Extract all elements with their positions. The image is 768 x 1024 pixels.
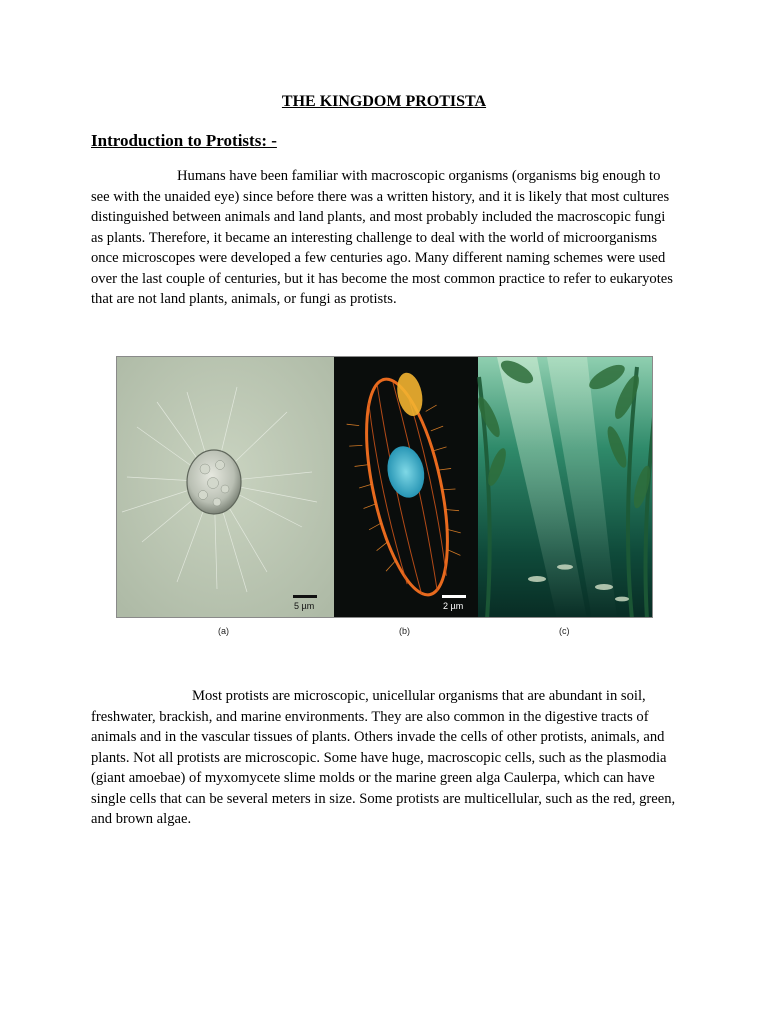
panel-a-image: [117, 357, 334, 618]
panel-b-image: [334, 357, 478, 618]
panel-c-image: [474, 357, 653, 618]
intro-paragraph: Humans have been familiar with macroscopic organisms (organisms big enough to see with the unaided eye) since before there was a written history, and it is likely that most cultures distinguished between animals and land plants, and most probably included the macroscopic fungi as plants. Therefore, it became an interesting challenge to deal with the world of microorganisms once microscopes were developed a few centuries ago. Many different naming schemes were used over the last couple of centuries, but it has become the most common practice to refer to eukaryotes that are not land plants, animals, or fungi as protists.: [91, 168, 673, 307]
scale-label-a: 5 µm: [294, 601, 315, 611]
figure-caption-a: (a): [218, 626, 229, 636]
protist-figure: [116, 356, 653, 618]
figure-caption-c: (c): [559, 626, 570, 636]
scale-label-b: 2 µm: [443, 601, 464, 611]
figure-caption-b: (b): [399, 626, 410, 636]
page-title: THE KINGDOM PROTISTA: [281, 93, 487, 110]
protists-paragraph: Most protists are microscopic, unicellular organisms that are abundant in soil, freshwater, brackish, and marine environments. They are also common in the digestive tracts of animals and in the vascular tissues of plants. Others invade the cells of other protists, animals, and plants. Not all protists are microscopic. Some have huge, macroscopic cells, such as the plasmodia (giant amoebae) of myxomycete slime molds or the marine green alga Caulerpa, which can have single cells that can be several meters in size. Some protists are multicellular, such as the red, green, and brown algae.: [91, 688, 676, 827]
section-heading: Introduction to Protists: -: [91, 131, 277, 150]
